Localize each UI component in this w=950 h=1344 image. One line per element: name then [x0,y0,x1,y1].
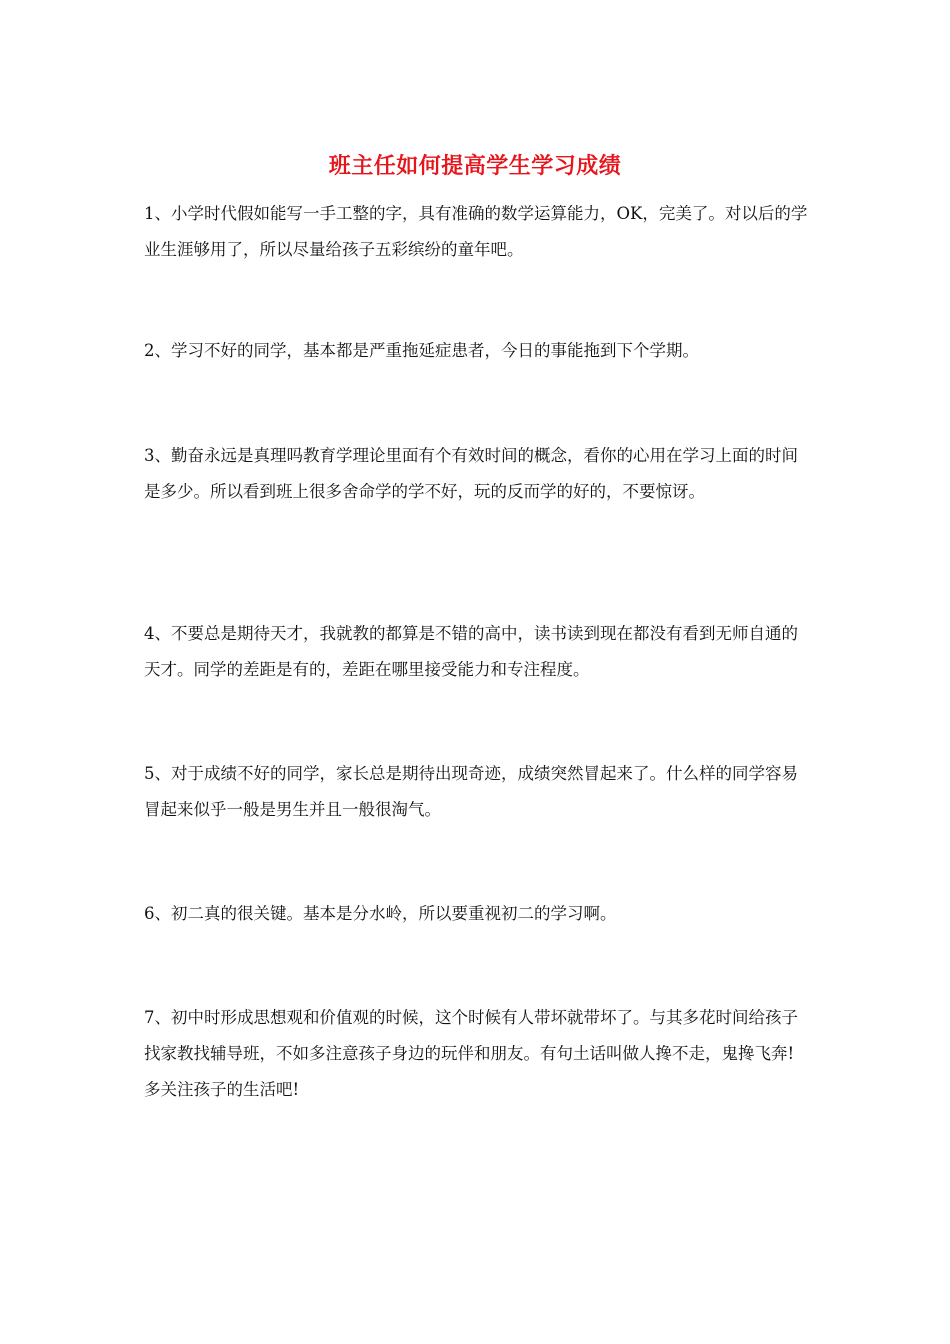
paragraph-4: 4、不要总是期待天才，我就教的都算是不错的高中，读书读到现在都没有看到无师自通的天才。同学的差距是有的，差距在哪里接受能力和专注程度。 [144,624,798,679]
paragraph-6: 6、初二真的很关键。基本是分水岭，所以要重视初二的学习啊。 [144,904,617,923]
paragraph-2: 2、学习不好的同学，基本都是严重拖延症患者，今日的事能拖到下个学期。 [144,341,699,360]
paragraph-7: 7、初中时形成思想观和价值观的时候，这个时候有人带坏就带坏了。与其多花时间给孩子找家教找辅导班，不如多注意孩子身边的玩伴和朋友。有句土话叫做人搀不走，鬼搀飞奔!多关注孩子的生活吧! [144,1008,798,1099]
paragraph-5: 5、对于成绩不好的同学，家长总是期待出现奇迹，成绩突然冒起来了。什么样的同学容易冒起来似乎一般是男生并且一般很淘气。 [144,764,798,819]
paragraph-1: 1、小学时代假如能写一手工整的字，具有准确的数学运算能力，OK，完美了。对以后的学业生涯够用了，所以尽量给孩子五彩缤纷的童年吧。 [144,204,808,259]
paragraph-3: 3、勤奋永远是真理吗教育学理论里面有个有效时间的概念，看你的心用在学习上面的时间是多少。所以看到班上很多舍命学的学不好，玩的反而学的好的，不要惊讶。 [144,446,798,501]
document-title: 班主任如何提高学生学习成绩 [328,153,622,179]
